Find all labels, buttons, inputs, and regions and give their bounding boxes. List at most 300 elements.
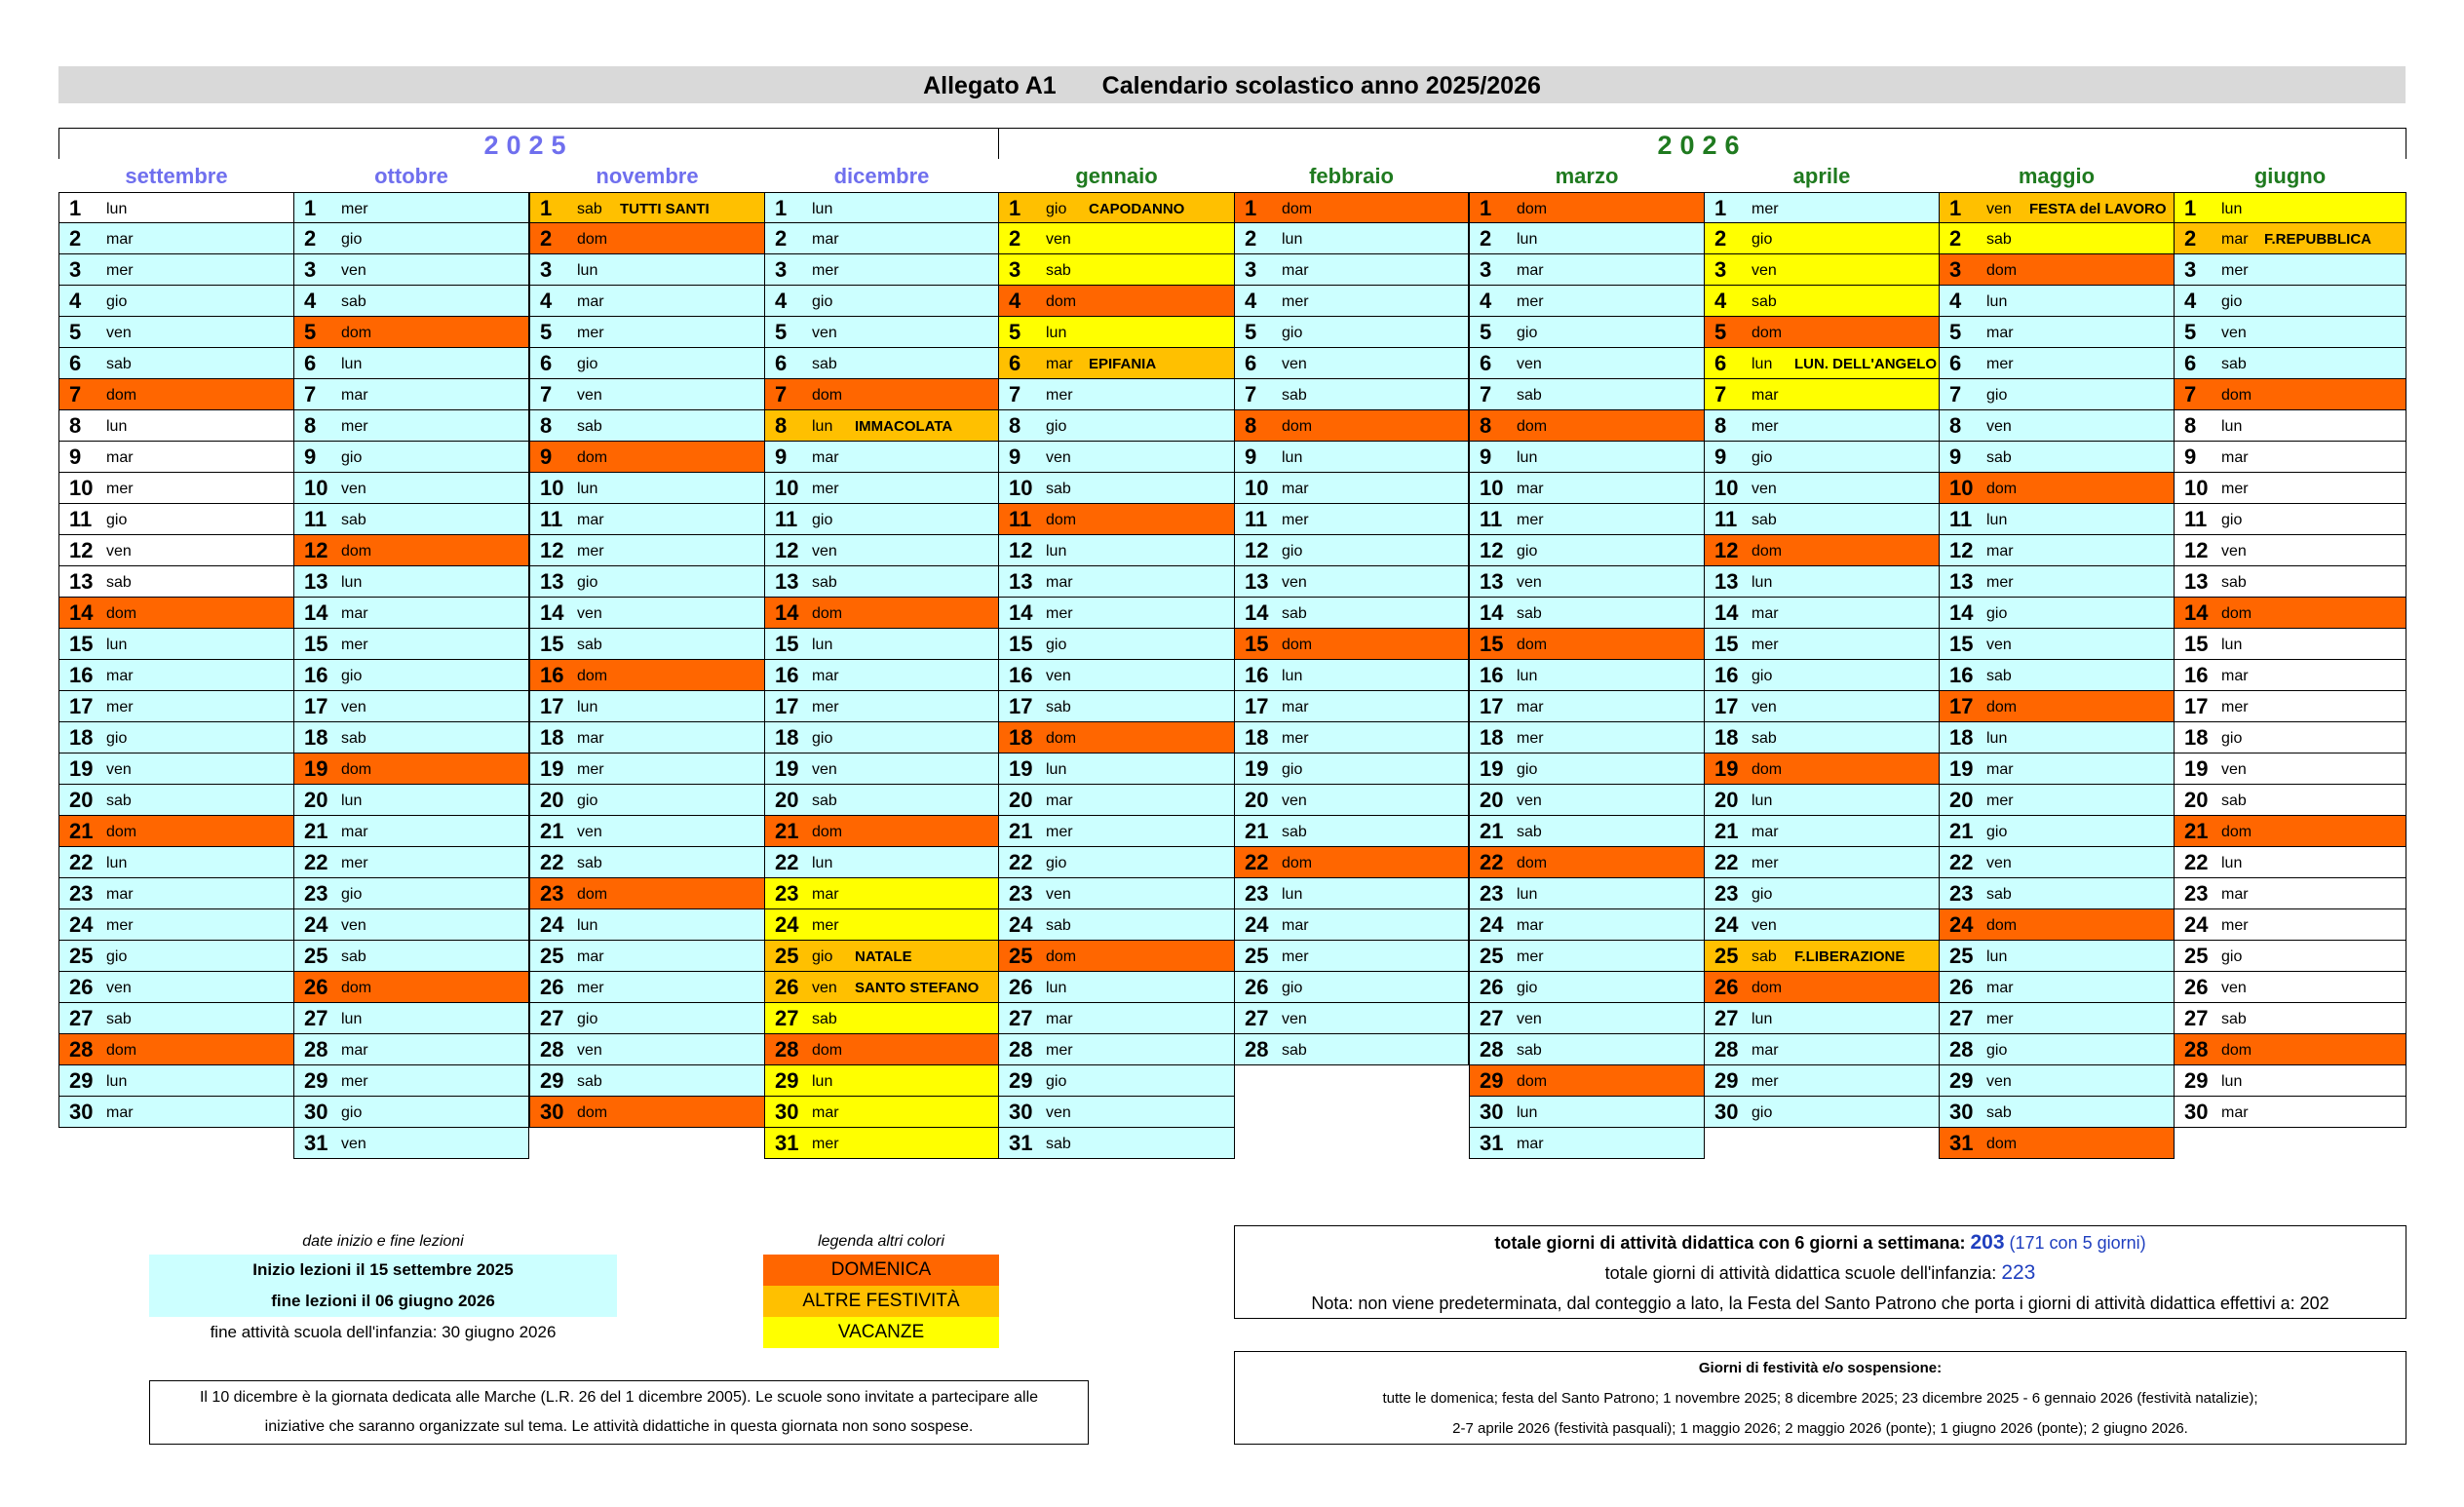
day-cell [58,1034,294,1065]
day-cell [2174,878,2406,909]
day-number: 14 [69,600,94,625]
day-number: 3 [1480,257,1492,282]
day-cell [1469,972,1705,1003]
weekday: mer [1986,574,2014,591]
weekday: mer [1282,948,1309,965]
day-number: 22 [69,850,94,874]
day-number: 9 [1949,444,1962,469]
weekday: dom [1752,543,1783,560]
day-cell [293,878,529,909]
day-number: 26 [1949,975,1974,999]
day-number: 10 [1009,476,1033,500]
day-number: 30 [2184,1100,2209,1124]
day-number: 8 [540,413,553,438]
day-number: 8 [1009,413,1021,438]
day-cell [2174,972,2406,1003]
day-cell [1704,473,1940,504]
day-number: 23 [2184,881,2209,906]
day-number: 29 [304,1068,328,1093]
day-cell [293,629,529,660]
day-number: 21 [304,819,328,843]
month-name: giugno [2253,164,2327,188]
day-number: 17 [1714,694,1739,718]
day-number: 26 [69,975,94,999]
day-cell [1469,286,1705,317]
weekday: sab [1752,948,1777,965]
day-cell [1469,254,1705,286]
day-number: 10 [69,476,94,500]
weekday: gio [2221,293,2243,310]
day-cell [998,972,1235,1003]
day-number: 28 [1245,1037,1269,1062]
day-cell [529,348,765,379]
day-cell [1939,1003,2175,1034]
day-number: 4 [1714,289,1727,313]
day-cell [998,192,1235,223]
day-number: 6 [1714,351,1727,375]
weekday: mar [577,293,604,310]
day-number: 17 [1245,694,1269,718]
day-number: 29 [1949,1068,1974,1093]
day-cell [293,566,529,598]
day-number: 5 [1480,320,1492,344]
weekday: lun [106,855,128,871]
day-cell [1234,348,1469,379]
day-cell [1704,878,1940,909]
weekday: sab [812,574,837,591]
weekday: mer [1282,293,1309,310]
day-number: 7 [1949,382,1962,406]
day-cell [1234,691,1469,722]
day-number: 23 [1949,881,1974,906]
day-number: 6 [775,351,788,375]
weekday: dom [1282,201,1313,217]
day-cell [293,972,529,1003]
weekday: lun [577,917,598,934]
day-cell [2174,629,2406,660]
weekday: ven [1282,792,1307,809]
weekday: sab [2221,792,2247,809]
day-cell [998,722,1235,754]
totals-note: Nota: non viene predeterminata, dal conteggio a lato, la Festa del Santo Patrono che porta i giorni di attività didattica effettivi a: 202 [1311,1294,2329,1313]
day-number: 28 [1480,1037,1504,1062]
weekday: dom [1517,637,1548,653]
weekday: gio [1986,605,2008,622]
day-number: 17 [69,694,94,718]
day-number: 30 [304,1100,328,1124]
weekday: gio [1046,637,1067,653]
day-number: 5 [540,320,553,344]
weekday: mer [812,262,839,279]
totals-infanzia-value: 223 [2001,1261,2036,1284]
day-cell [1469,1128,1705,1159]
weekday: mer [812,699,839,715]
day-cell [764,722,999,754]
day-cell [2174,442,2406,473]
day-cell [1939,410,2175,442]
weekday: lun [2221,418,2243,435]
weekday: ven [1986,1073,2012,1090]
weekday: ven [1986,201,2012,217]
day-cell [1234,192,1469,223]
day-cell [293,1065,529,1097]
day-number: 15 [304,632,328,656]
day-number: 5 [1009,320,1021,344]
weekday: ven [1517,356,1542,372]
day-number: 22 [1714,850,1739,874]
day-cell [764,691,999,722]
weekday: mar [2221,1104,2249,1121]
month-column-gennaio [998,158,1235,1159]
weekday: mar [106,449,134,466]
weekday: mar [1046,1011,1073,1027]
day-cell [293,1097,529,1128]
weekday: sab [812,356,837,372]
day-cell [998,1034,1235,1065]
day-cell [764,1065,999,1097]
weekday: sab [106,792,132,809]
month-name: febbraio [1309,164,1394,188]
weekday: ven [106,761,132,778]
weekday: lun [1046,980,1067,996]
weekday: lun [2221,637,2243,653]
day-number: 1 [540,196,553,220]
day-number: 12 [1245,538,1269,562]
day-number: 28 [69,1037,94,1062]
day-cell [529,847,765,878]
day-number: 23 [304,881,328,906]
weekday: gio [341,1104,363,1121]
day-cell [58,286,294,317]
weekday: lun [1046,325,1067,341]
day-cell [1939,566,2175,598]
day-number: 3 [1714,257,1727,282]
day-cell [2174,909,2406,941]
day-cell [1704,972,1940,1003]
day-number: 10 [775,476,799,500]
weekday: lun [1986,512,2008,528]
day-number: 15 [1480,632,1504,656]
month-name: novembre [596,164,699,188]
day-number: 2 [1480,226,1492,251]
day-cell [1939,691,2175,722]
month-column-novembre [529,158,765,1128]
day-cell [1704,1097,1940,1128]
weekday: ven [106,980,132,996]
weekday: lun [341,356,363,372]
day-number: 12 [304,538,328,562]
day-cell [1469,878,1705,909]
month-column-dicembre [764,158,999,1159]
day-cell [1234,504,1469,535]
weekday: mer [1046,605,1073,622]
day-cell [2174,410,2406,442]
weekday: mar [812,231,839,248]
weekday: ven [812,325,837,341]
day-cell [529,941,765,972]
day-number: 5 [1949,320,1962,344]
weekday: gio [2221,730,2243,747]
day-cell [998,535,1235,566]
weekday: gio [1046,418,1067,435]
day-cell [58,722,294,754]
holiday-name: SANTO STEFANO [855,980,980,996]
day-number: 19 [304,756,328,781]
day-cell [1939,286,2175,317]
day-number: 15 [540,632,564,656]
day-number: 7 [540,382,553,406]
day-cell [293,286,529,317]
weekday: gio [1517,543,1538,560]
day-cell [58,192,294,223]
day-number: 13 [304,569,328,594]
day-number: 27 [1480,1006,1504,1030]
day-cell [998,816,1235,847]
legend-domenica: DOMENICA [763,1255,999,1286]
weekday: sab [1282,824,1307,840]
day-number: 22 [1480,850,1504,874]
day-cell [58,941,294,972]
weekday: mer [341,201,368,217]
weekday: lun [577,481,598,497]
marche-note-line-2: iniziative che saranno organizzate sul tema. Le attività didattiche in questa giornata non sono sospese. [264,1418,974,1435]
day-cell [764,1097,999,1128]
weekday: mer [106,699,134,715]
weekday: ven [1282,356,1307,372]
day-number: 26 [775,975,799,999]
day-number: 1 [2184,196,2197,220]
day-number: 20 [2184,788,2209,812]
weekday: gio [341,668,363,684]
day-number: 30 [540,1100,564,1124]
month-name: maggio [2018,164,2096,188]
day-number: 26 [1480,975,1504,999]
weekday: mar [1986,761,2014,778]
day-cell [1469,317,1705,348]
day-cell [1469,410,1705,442]
totals-line-2 [1235,1257,2406,1289]
day-cell [2174,286,2406,317]
day-cell [1234,909,1469,941]
weekday: mar [1282,481,1309,497]
day-number: 29 [775,1068,799,1093]
weekday: mar [106,1104,134,1121]
dates-caption: date inizio e fine lezioni [302,1233,464,1250]
weekday: gio [1752,1104,1773,1121]
holiday-name: NATALE [855,948,912,965]
day-cell [764,941,999,972]
day-cell [1234,442,1469,473]
day-cell [764,473,999,504]
day-cell [764,254,999,286]
day-cell [1939,722,2175,754]
day-number: 1 [1949,196,1962,220]
day-cell [1939,909,2175,941]
day-number: 24 [1714,912,1739,937]
weekday: mer [1517,512,1544,528]
day-number: 13 [1009,569,1033,594]
day-cell [293,909,529,941]
day-cell [58,317,294,348]
day-cell [529,660,765,691]
weekday: sab [1986,886,2012,903]
day-number: 27 [1714,1006,1739,1030]
day-cell [529,598,765,629]
day-number: 23 [1009,881,1033,906]
weekday: mar [341,824,368,840]
weekday: mar [1282,262,1309,279]
day-number: 21 [2184,819,2209,843]
weekday: dom [1752,980,1783,996]
day-number: 18 [540,725,564,750]
day-number: 8 [1949,413,1962,438]
day-number: 16 [1949,663,1974,687]
month-name: gennaio [1075,164,1158,188]
day-number: 25 [775,944,799,968]
weekday: dom [106,824,137,840]
day-number: 1 [775,196,788,220]
weekday: lun [812,418,833,435]
day-cell [998,754,1235,785]
weekday: mer [341,855,368,871]
weekday: ven [1282,574,1307,591]
day-number: 17 [2184,694,2209,718]
day-cell [58,785,294,816]
day-number: 16 [1245,663,1269,687]
weekday: ven [341,481,366,497]
weekday: ven [1046,449,1071,466]
day-number: 6 [540,351,553,375]
totals-line-1 [1235,1226,2406,1257]
day-number: 24 [1009,912,1033,937]
day-number: 22 [1245,850,1269,874]
day-number: 13 [775,569,799,594]
legend-vacanze: VACANZE [763,1317,999,1348]
day-number: 14 [304,600,328,625]
day-number: 15 [1714,632,1739,656]
weekday: sab [1517,605,1542,622]
day-number: 19 [540,756,564,781]
day-cell [998,1065,1235,1097]
day-cell [1469,754,1705,785]
weekday: dom [106,387,137,404]
day-cell [529,286,765,317]
day-number: 12 [1949,538,1974,562]
weekday: sab [1752,730,1777,747]
day-cell [58,816,294,847]
day-number: 26 [540,975,564,999]
day-number: 12 [1009,538,1033,562]
day-number: 29 [1009,1068,1033,1093]
weekday: ven [1986,637,2012,653]
day-number: 3 [775,257,788,282]
day-number: 4 [1009,289,1021,313]
day-cell [1469,473,1705,504]
day-number: 4 [69,289,82,313]
day-number: 18 [1714,725,1739,750]
day-number: 27 [1949,1006,1974,1030]
weekday: dom [2221,605,2252,622]
day-cell [58,473,294,504]
day-cell [58,410,294,442]
day-number: 7 [1009,382,1021,406]
weekday: lun [812,637,833,653]
day-cell [764,629,999,660]
day-cell [1939,629,2175,660]
day-number: 24 [69,912,94,937]
day-cell [293,754,529,785]
day-number: 8 [304,413,317,438]
day-number: 1 [1714,196,1727,220]
day-number: 29 [1480,1068,1504,1093]
weekday: sab [1752,512,1777,528]
weekday: dom [2221,824,2252,840]
day-cell [58,909,294,941]
day-cell [998,629,1235,660]
day-cell [2174,254,2406,286]
day-cell [1469,722,1705,754]
holiday-name: CAPODANNO [1089,201,1185,217]
day-cell [1469,348,1705,379]
weekday: ven [1046,668,1071,684]
totals-6days-label: totale giorni di attività didattica con 6 giorni a settimana: [1494,1233,1966,1253]
day-number: 22 [1949,850,1974,874]
day-cell [2174,785,2406,816]
day-number: 27 [1245,1006,1269,1030]
day-cell [1704,629,1940,660]
day-number: 9 [540,444,553,469]
day-number: 19 [1480,756,1504,781]
weekday: dom [812,1042,843,1059]
day-cell [1704,816,1940,847]
weekday: ven [812,761,837,778]
day-number: 16 [1714,663,1739,687]
weekday: sab [577,637,602,653]
day-number: 2 [1949,226,1962,251]
weekday: gio [106,948,128,965]
weekday: ven [1752,481,1777,497]
weekday: mar [1986,980,2014,996]
day-number: 23 [1480,881,1504,906]
weekday: lun [577,262,598,279]
weekday: lun [812,201,833,217]
weekday: mer [812,1136,839,1152]
month-name: marzo [1555,164,1619,188]
day-number: 31 [304,1131,328,1155]
weekday: dom [1517,418,1548,435]
weekday: sab [106,574,132,591]
weekday: mar [812,886,839,903]
weekday: mar [1046,792,1073,809]
day-cell [2174,598,2406,629]
day-number: 7 [69,382,82,406]
day-cell [764,504,999,535]
day-cell [2174,504,2406,535]
day-cell [529,317,765,348]
weekday: lun [812,855,833,871]
legend-altre-festivita: ALTRE FESTIVITÀ [763,1286,999,1317]
day-cell [1234,598,1469,629]
day-number: 28 [1009,1037,1033,1062]
day-cell [1469,192,1705,223]
weekday: ven [1282,1011,1307,1027]
weekday: mar [1282,699,1309,715]
day-cell [293,442,529,473]
day-cell [1704,442,1940,473]
day-cell [2174,566,2406,598]
day-number: 1 [1245,196,1257,220]
weekday: mer [341,637,368,653]
